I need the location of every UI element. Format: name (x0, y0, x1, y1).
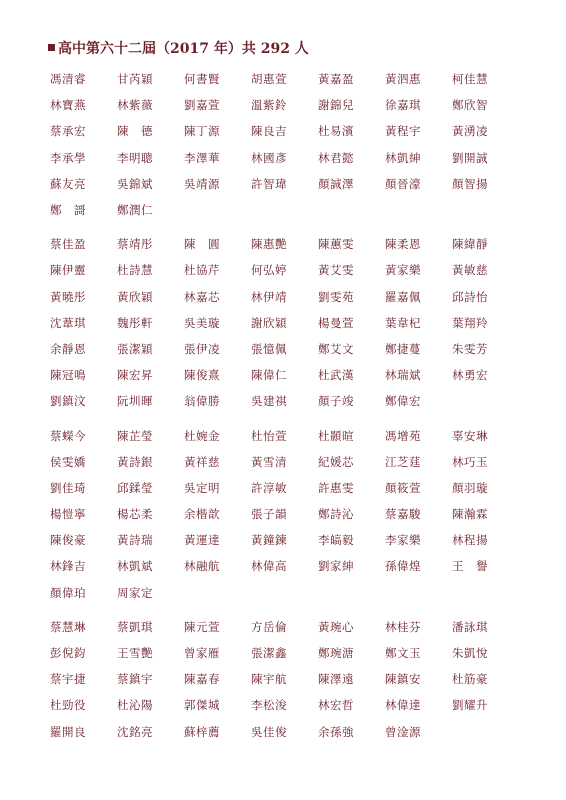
student-name: 陳嘉春 (184, 672, 220, 687)
student-name: 陳柔恩 (385, 237, 421, 252)
student-name: 林巧玉 (452, 454, 488, 469)
student-name: 黃祥慈 (184, 454, 220, 469)
student-name: 顏晉濠 (385, 176, 421, 191)
student-name: 杜易濱 (318, 124, 354, 139)
student-name: 張子韻 (251, 507, 287, 522)
name-row (50, 719, 520, 745)
student-name: 蘇友亮 (50, 176, 86, 191)
student-name: 沈葦琪 (50, 315, 86, 330)
student-name: 張潔穎 (117, 341, 153, 356)
student-name: 林紫薇 (117, 98, 153, 113)
student-name: 黃嘉盈 (318, 72, 354, 87)
student-name: 陳瀚霖 (452, 507, 488, 522)
student-name: 顏誠澤 (318, 176, 354, 191)
student-name: 馮增苑 (385, 428, 421, 443)
student-name: 吳錦斌 (117, 176, 153, 191)
student-name: 陳丁源 (184, 124, 220, 139)
student-name: 彭倪鈞 (50, 646, 86, 661)
student-name: 溫紫鈴 (251, 98, 287, 113)
student-name: 蔡蠑今 (50, 428, 86, 443)
student-name: 杜怡萱 (251, 428, 287, 443)
name-row (50, 692, 520, 718)
student-name: 杜協芹 (184, 263, 220, 278)
student-name: 顏子竣 (318, 394, 354, 409)
student-name: 蔡凱琪 (117, 619, 153, 634)
student-name: 黃詩瑞 (117, 533, 153, 548)
student-name: 鄭潤仁 (117, 203, 153, 218)
student-name: 蘇梓薦 (184, 724, 220, 739)
student-name: 劉鎮汶 (50, 394, 86, 409)
student-name: 杜顥暄 (318, 428, 354, 443)
student-name: 陳伊靈 (50, 263, 86, 278)
student-name: 吳定明 (184, 480, 220, 495)
student-name: 杜詩慧 (117, 263, 153, 278)
student-name: 黃詩銀 (117, 454, 153, 469)
student-name: 鄭偉宏 (385, 394, 421, 409)
student-name: 林偉達 (385, 698, 421, 713)
student-name: 顏智揚 (452, 176, 488, 191)
student-name: 杜沁陽 (117, 698, 153, 713)
name-row (50, 310, 520, 336)
student-name: 林偉高 (251, 559, 287, 574)
student-name: 余孫強 (318, 724, 354, 739)
student-name: 陳宇航 (251, 672, 287, 687)
student-name: 甘芮穎 (117, 72, 153, 87)
student-name: 杜筋豪 (452, 672, 488, 687)
student-name: 劉佳琦 (50, 480, 86, 495)
student-name: 杜婉金 (184, 428, 220, 443)
student-name: 黃鐘鍊 (251, 533, 287, 548)
name-row (50, 197, 520, 223)
student-name: 陳偉仁 (251, 368, 287, 383)
student-name: 鄭琬溏 (318, 646, 354, 661)
name-row (50, 284, 520, 310)
student-name: 黃家樂 (385, 263, 421, 278)
student-name: 林程揚 (452, 533, 488, 548)
student-name: 杜勁役 (50, 698, 86, 713)
student-name: 柯佳慧 (452, 72, 488, 87)
student-name: 李澤華 (184, 150, 220, 165)
student-name: 徐嘉琪 (385, 98, 421, 113)
name-row (50, 118, 520, 144)
student-name: 陳宏昇 (117, 368, 153, 383)
student-name: 朱雯芳 (452, 341, 488, 356)
student-name: 蔡佳盈 (50, 237, 86, 252)
student-name: 劉耀升 (452, 698, 488, 713)
student-name: 蔡靖彤 (117, 237, 153, 252)
student-name: 黃運達 (184, 533, 220, 548)
student-name: 魏彤軒 (117, 315, 153, 330)
student-name: 蔡慧琳 (50, 619, 86, 634)
student-name: 周家定 (117, 585, 153, 600)
student-name: 林鋒吉 (50, 559, 86, 574)
student-name: 陳惠艷 (251, 237, 287, 252)
student-name: 邱鍒瑩 (117, 480, 153, 495)
student-name: 林嘉芯 (184, 289, 220, 304)
name-row (50, 640, 520, 666)
student-name: 許惠雯 (318, 480, 354, 495)
student-name: 李松浚 (251, 698, 287, 713)
student-name: 黃艾雯 (318, 263, 354, 278)
student-name: 紀媛芯 (318, 454, 354, 469)
student-name: 李承學 (50, 150, 86, 165)
student-name: 張伊凌 (184, 341, 220, 356)
student-name: 吳佳俊 (251, 724, 287, 739)
student-name: 謝欣穎 (251, 315, 287, 330)
student-name: 黃曉彤 (50, 289, 86, 304)
student-name: 羅開良 (50, 724, 86, 739)
name-row (50, 449, 520, 475)
student-name: 林寶燕 (50, 98, 86, 113)
student-name: 劉家紳 (318, 559, 354, 574)
student-name: 陳澤遠 (318, 672, 354, 687)
student-name: 許淳敏 (251, 480, 287, 495)
name-row (50, 388, 520, 414)
name-row (50, 527, 520, 553)
name-row (50, 362, 520, 388)
student-name: 葉韋杞 (385, 315, 421, 330)
student-name: 林凱斌 (117, 559, 153, 574)
student-name: 劉開誠 (452, 150, 488, 165)
student-name: 蔡鎮宇 (117, 672, 153, 687)
student-name: 方岳倫 (251, 619, 287, 634)
page-title-text: 高中第六十二屆（2017 年）共 292 人 (58, 41, 309, 57)
student-name: 郭傑城 (184, 698, 220, 713)
student-name: 陳緯靜 (452, 237, 488, 252)
student-name: 林融航 (184, 559, 220, 574)
student-name: 鄭文玉 (385, 646, 421, 661)
name-row (50, 336, 520, 362)
student-name: 陳良吉 (251, 124, 287, 139)
graduate-name-list (50, 66, 520, 745)
student-name: 陳俊豪 (50, 533, 86, 548)
name-row (50, 422, 520, 448)
name-row (50, 614, 520, 640)
student-name: 江芝莛 (385, 454, 421, 469)
student-name: 黃程宇 (385, 124, 421, 139)
student-name: 王 譽 (452, 559, 488, 574)
student-name: 潘詠琪 (452, 619, 488, 634)
name-row (50, 553, 520, 579)
student-name: 蔡嘉駿 (385, 507, 421, 522)
student-name: 林凱紳 (385, 150, 421, 165)
name-row (50, 666, 520, 692)
student-name: 許智瑋 (251, 176, 287, 191)
student-name: 鄭欣智 (452, 98, 488, 113)
student-name: 張憶佩 (251, 341, 287, 356)
student-name: 張潔鑫 (251, 646, 287, 661)
student-name: 陳俊熹 (184, 368, 220, 383)
student-name: 林桂芬 (385, 619, 421, 634)
student-name: 陳蕙雯 (318, 237, 354, 252)
student-name: 黃敏慈 (452, 263, 488, 278)
student-name: 羅嘉佩 (385, 289, 421, 304)
name-row (50, 66, 520, 92)
student-name: 侯雯嬌 (50, 454, 86, 469)
student-name: 沈銘亮 (117, 724, 153, 739)
student-name: 何弘婷 (251, 263, 287, 278)
student-name: 曾家雁 (184, 646, 220, 661)
student-name: 鄭詩沁 (318, 507, 354, 522)
student-name: 楊愷寧 (50, 507, 86, 522)
student-name: 顏筱萱 (385, 480, 421, 495)
student-name: 陳冠鳴 (50, 368, 86, 383)
student-name: 劉嘉萱 (184, 98, 220, 113)
student-name: 余靜恩 (50, 341, 86, 356)
student-name: 李明聰 (117, 150, 153, 165)
student-name: 顏偉珀 (50, 585, 86, 600)
student-name: 陳元萱 (184, 619, 220, 634)
student-name: 吳靖源 (184, 176, 220, 191)
name-row (50, 501, 520, 527)
student-name: 林伊靖 (251, 289, 287, 304)
student-name: 楊芯柔 (117, 507, 153, 522)
name-row (50, 231, 520, 257)
student-name: 黃欣穎 (117, 289, 153, 304)
student-name: 邱詩怡 (452, 289, 488, 304)
page-title (48, 40, 309, 58)
student-name: 杜武漢 (318, 368, 354, 383)
student-name: 楊曼萱 (318, 315, 354, 330)
student-name: 余楷歆 (184, 507, 220, 522)
student-name: 黃湧凌 (452, 124, 488, 139)
student-name: 蔡承宏 (50, 124, 86, 139)
student-name: 林瑞斌 (385, 368, 421, 383)
student-name: 何書賢 (184, 72, 220, 87)
student-name: 阮圳暉 (117, 394, 153, 409)
student-name: 陳芷瑩 (117, 428, 153, 443)
student-name: 陳鎮安 (385, 672, 421, 687)
student-name: 王雪艷 (117, 646, 153, 661)
student-name: 胡惠萱 (251, 72, 287, 87)
square-bullet-icon (48, 44, 55, 51)
student-name: 鄭 謌 (50, 203, 86, 218)
student-name: 辜安琳 (452, 428, 488, 443)
student-name: 翁偉勝 (184, 394, 220, 409)
name-row (50, 475, 520, 501)
student-name: 林宏哲 (318, 698, 354, 713)
student-name: 顏羽璇 (452, 480, 488, 495)
student-name: 吳建祺 (251, 394, 287, 409)
student-name: 馮清睿 (50, 72, 86, 87)
name-row (50, 580, 520, 606)
student-name: 曾淦源 (385, 724, 421, 739)
student-name: 鄭捷蔓 (385, 341, 421, 356)
student-name: 林君懿 (318, 150, 354, 165)
student-name: 林國彥 (251, 150, 287, 165)
student-name: 黃泗惠 (385, 72, 421, 87)
student-name: 黃琬心 (318, 619, 354, 634)
student-name: 陳 德 (117, 124, 153, 139)
name-row (50, 145, 520, 171)
student-name: 陳 圓 (184, 237, 220, 252)
student-name: 葉翔羚 (452, 315, 488, 330)
student-name: 孫偉煌 (385, 559, 421, 574)
student-name: 劉雯苑 (318, 289, 354, 304)
name-row (50, 171, 520, 197)
student-name: 李家樂 (385, 533, 421, 548)
student-name: 黃雪清 (251, 454, 287, 469)
student-name: 鄭艾文 (318, 341, 354, 356)
student-name: 吳美璇 (184, 315, 220, 330)
name-row (50, 92, 520, 118)
student-name: 蔡宇捷 (50, 672, 86, 687)
student-name: 朱凱悅 (452, 646, 488, 661)
name-row (50, 257, 520, 283)
student-name: 謝錦兒 (318, 98, 354, 113)
student-name: 林勇宏 (452, 368, 488, 383)
student-name: 李皜毅 (318, 533, 354, 548)
